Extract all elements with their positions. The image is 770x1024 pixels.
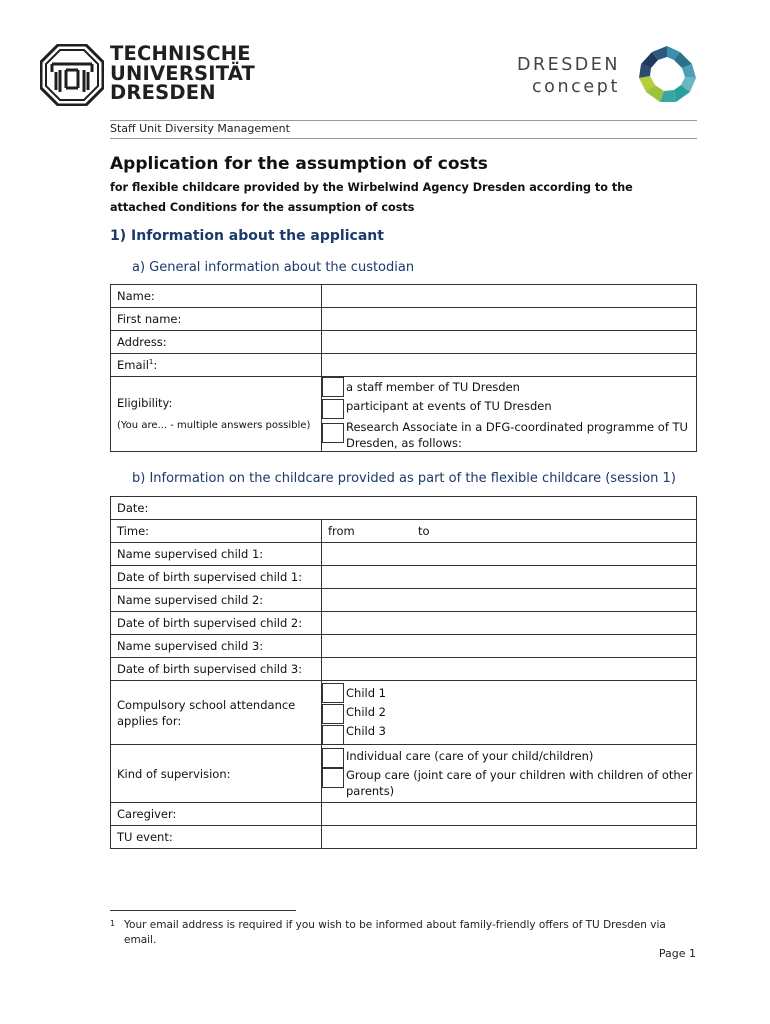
name-child-2-label: Name supervised child 2: — [111, 589, 322, 612]
participant-option-label: participant at events of TU Dresden — [346, 399, 552, 413]
name-input[interactable] — [322, 285, 697, 308]
childcare-table — [110, 496, 697, 849]
name-child-3-label: Name supervised child 3: — [111, 635, 322, 658]
eligibility-options — [322, 377, 697, 452]
dc-line-1: DRESDEN — [517, 55, 620, 75]
page-number: Page 1 — [658, 947, 696, 960]
dob-child-2-input[interactable] — [322, 612, 697, 635]
first-name-input[interactable] — [322, 308, 697, 331]
footnote-mark: 1 — [110, 919, 116, 928]
table-row — [111, 826, 697, 849]
footnote-divider — [110, 910, 296, 911]
address-input[interactable] — [322, 331, 697, 354]
dob-child-3-label: Date of birth supervised child 3: — [111, 658, 322, 681]
tu-event-label: TU event: — [111, 826, 322, 849]
staff-option-label: a staff member of TU Dresden — [346, 380, 520, 394]
participant-checkbox[interactable] — [322, 399, 344, 419]
school-option-child-2[interactable] — [322, 704, 696, 723]
email-colon: : — [153, 358, 158, 372]
table-row — [111, 354, 697, 377]
dfg-option-label: Research Associate in a DFG-coordinated programme of TU Dresden, as follows: — [346, 420, 688, 450]
dob-child-3-input[interactable] — [322, 658, 697, 681]
supervision-options — [322, 745, 697, 803]
eligibility-note: (You are... - multiple answers possible) — [117, 419, 311, 431]
table-row — [111, 566, 697, 589]
supervision-label: Kind of supervision: — [111, 745, 322, 803]
address-label: Address: — [111, 331, 322, 354]
dfg-checkbox[interactable] — [322, 423, 344, 443]
footnote — [110, 918, 700, 948]
school-child-1-label: Child 1 — [346, 686, 386, 700]
school-option-child-1[interactable] — [322, 685, 696, 704]
dob-child-1-label: Date of birth supervised child 1: — [111, 566, 322, 589]
time-label: Time: — [111, 520, 322, 543]
school-child-3-checkbox[interactable] — [322, 725, 344, 745]
page-title: Application for the assumption of costs — [110, 154, 488, 174]
dob-child-2-label: Date of birth supervised child 2: — [111, 612, 322, 635]
tu-dresden-logo-icon — [40, 44, 104, 106]
name-child-1-input[interactable] — [322, 543, 697, 566]
footnote-text: Your email address is required if you wish to be informed about family-friendly offers of TU Dresden via email. — [124, 919, 666, 946]
email-input[interactable] — [322, 354, 697, 377]
name-child-3-input[interactable] — [322, 635, 697, 658]
table-row — [111, 285, 697, 308]
name-child-1-label: Name supervised child 1: — [111, 543, 322, 566]
email-label-cell — [111, 354, 322, 377]
table-row — [111, 497, 697, 520]
table-row — [111, 377, 697, 452]
school-child-2-label: Child 2 — [346, 705, 386, 719]
table-row — [111, 520, 697, 543]
time-input[interactable] — [322, 520, 697, 543]
header-rule-bottom — [110, 138, 697, 139]
eligibility-label: Eligibility: — [117, 395, 173, 410]
custodian-table — [110, 284, 697, 452]
table-row — [111, 635, 697, 658]
email-footnote-mark: 1 — [148, 358, 154, 367]
table-row — [111, 681, 697, 745]
tud-line-2: UNIVERSITÄT — [110, 61, 256, 85]
name-label: Name: — [111, 285, 322, 308]
school-option-child-3[interactable] — [322, 723, 696, 742]
individual-care-checkbox[interactable] — [322, 748, 344, 768]
unit-label: Staff Unit Diversity Management — [110, 122, 290, 135]
table-row — [111, 543, 697, 566]
dob-child-1-input[interactable] — [322, 566, 697, 589]
table-row — [111, 612, 697, 635]
first-name-label: First name: — [111, 308, 322, 331]
school-child-3-label: Child 3 — [346, 724, 386, 738]
subsection-a-heading: a) General information about the custodian — [132, 260, 415, 275]
table-row — [111, 745, 697, 803]
table-row — [111, 589, 697, 612]
school-label: Compulsory school attendance applies for: — [111, 681, 322, 745]
supervision-option-group[interactable] — [322, 767, 696, 801]
supervision-option-individual[interactable] — [322, 748, 696, 767]
time-to-label: to — [418, 524, 430, 538]
staff-checkbox[interactable] — [322, 377, 344, 397]
eligibility-label-cell — [111, 377, 322, 452]
school-child-2-checkbox[interactable] — [322, 704, 344, 724]
table-row — [111, 331, 697, 354]
table-row — [111, 308, 697, 331]
eligibility-option-staff[interactable] — [322, 379, 696, 398]
caregiver-label: Caregiver: — [111, 803, 322, 826]
header-rule-top — [110, 120, 697, 121]
school-options — [322, 681, 697, 745]
tud-line-1: TECHNISCHE — [110, 42, 251, 65]
time-from-label: from — [328, 524, 355, 538]
group-care-label: Group care (joint care of your children with children of other parents) — [346, 768, 693, 798]
dc-line-2: concept — [531, 77, 620, 97]
table-row — [111, 658, 697, 681]
table-row — [111, 803, 697, 826]
group-care-checkbox[interactable] — [322, 768, 344, 788]
caregiver-input[interactable] — [322, 803, 697, 826]
eligibility-option-dfg[interactable] — [322, 417, 696, 451]
section-1-heading: 1) Information about the applicant — [110, 228, 384, 244]
school-child-1-checkbox[interactable] — [322, 683, 344, 703]
name-child-2-input[interactable] — [322, 589, 697, 612]
tu-dresden-wordmark — [110, 44, 255, 103]
tu-event-input[interactable] — [322, 826, 697, 849]
subsection-b-heading: b) Information on the childcare provided as part of the flexible childcare (session 1) — [132, 471, 676, 486]
individual-care-label: Individual care (care of your child/children) — [346, 749, 594, 763]
dresden-concept-logo-icon — [636, 44, 698, 106]
date-label: Date: — [111, 497, 697, 520]
dresden-concept-wordmark — [517, 54, 620, 98]
eligibility-option-participant[interactable] — [322, 398, 696, 417]
page-subtitle: for flexible childcare provided by the Wirbelwind Agency Dresden according to the attached Conditions for the assumption of costs — [110, 181, 633, 214]
email-label: Email — [117, 358, 149, 372]
tud-line-3: DRESDEN — [110, 81, 216, 104]
